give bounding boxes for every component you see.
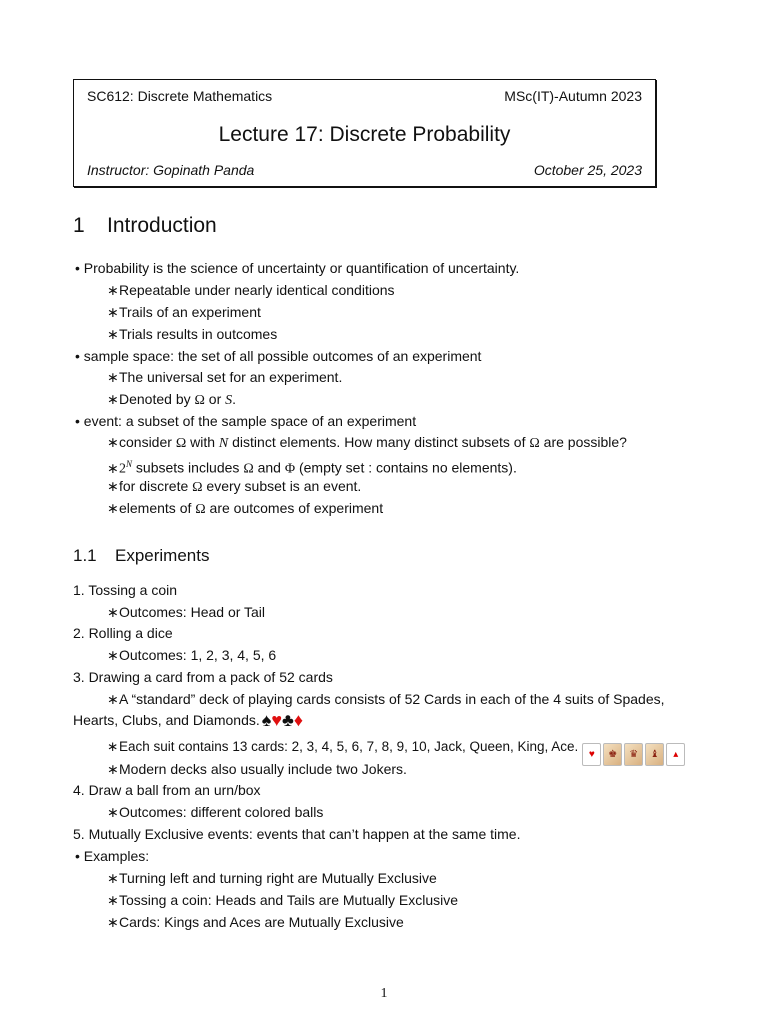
course-name: SC612: Discrete Mathematics [87, 88, 273, 104]
star-marker: ∗ [107, 761, 119, 777]
sub-item-text: Modern decks also usually include two Jokers. [119, 761, 407, 777]
bullet-sample-space: • sample space: the set of all possible outcomes of an experiment [75, 348, 482, 364]
bullet-probability: • Probability is the science of uncertainty or quantification of uncertainty. [75, 260, 520, 276]
sub-item [107, 760, 407, 778]
experiment-item: 5. Mutually Exclusive events: events that can’t happen at the same time. [73, 826, 521, 842]
sub-item [107, 690, 665, 708]
star-marker: ∗ [107, 459, 119, 476]
text: consider [119, 434, 176, 450]
sub-item [107, 913, 404, 931]
sub-item-text: Repeatable under nearly identical conditions [119, 282, 395, 298]
star-marker: ∗ [107, 739, 119, 754]
omega-symbol: Ω [175, 436, 187, 451]
sub-item-text: Trails of an experiment [119, 304, 261, 320]
s-symbol: S [225, 393, 233, 408]
text: are outcomes of experiment [205, 500, 384, 516]
omega-symbol: Ω [243, 461, 254, 477]
section-heading-introduction [73, 214, 217, 238]
star-marker: ∗ [107, 304, 119, 320]
sub-item [107, 603, 265, 621]
sub-item [107, 433, 627, 453]
omega-symbol: Ω [195, 502, 206, 517]
experiment-item: 2. Rolling a dice [73, 625, 173, 641]
bullet-event: • event: a subset of the sample space of an experiment [75, 413, 417, 429]
sub-item-text: A “standard” deck of playing cards consists of 52 Cards in each of the 4 suits of Spades, [119, 691, 665, 707]
star-marker: ∗ [107, 282, 119, 298]
phi-symbol: Φ [284, 461, 296, 477]
text: and [253, 459, 285, 476]
lecture-header-box [73, 79, 656, 187]
sub-item-text: Each suit contains 13 cards: 2, 3, 4, 5, 6, 7, 8, 9, 10, Jack, Queen, King, Ace. [119, 739, 579, 754]
subsection-heading-experiments [73, 546, 209, 566]
star-marker: ∗ [107, 691, 119, 707]
text: Denoted by [119, 391, 195, 407]
subsection-number: 1.1 [73, 546, 97, 565]
star-marker: ∗ [107, 326, 119, 342]
star-marker: ∗ [107, 870, 119, 886]
n-superscript: N [126, 459, 133, 469]
sub-item [107, 368, 342, 386]
text: or [204, 391, 226, 407]
sub-item [107, 803, 323, 821]
star-marker: ∗ [107, 647, 119, 663]
sub-item-text: Outcomes: different colored balls [119, 804, 324, 820]
star-marker: ∗ [107, 369, 119, 385]
sub-item [107, 325, 277, 343]
section-title: Introduction [107, 214, 217, 237]
text: with [186, 434, 219, 450]
section-number: 1 [73, 214, 85, 237]
playing-cards-image [582, 743, 687, 766]
text: elements of [119, 500, 196, 516]
playing-card-icon: ♚ [603, 743, 622, 766]
text: for discrete [119, 478, 193, 494]
star-marker: ∗ [107, 914, 119, 930]
sub-item-text: Outcomes: 1, 2, 3, 4, 5, 6 [119, 647, 277, 663]
two-symbol: 2 [119, 461, 126, 477]
sub-item-text: Trials results in outcomes [119, 326, 278, 342]
star-marker: ∗ [107, 500, 119, 516]
playing-card-icon: ♥ [582, 743, 601, 766]
heart-icon: ♥ [271, 710, 283, 730]
sub-item-text: The universal set for an experiment. [119, 369, 343, 385]
sub-item [107, 455, 517, 479]
sub-item [107, 303, 261, 321]
n-symbol: N [218, 436, 229, 451]
star-marker: ∗ [107, 604, 119, 620]
star-marker: ∗ [107, 804, 119, 820]
playing-card-icon: ▴ [666, 743, 685, 766]
bullet-examples: • Examples: [75, 848, 150, 864]
card-suits [262, 711, 303, 729]
experiment-item: 4. Draw a ball from an urn/box [73, 782, 261, 798]
star-marker: ∗ [107, 434, 119, 450]
text: (empty set : contains no elements). [295, 459, 517, 476]
omega-symbol: Ω [192, 480, 203, 495]
subsection-title: Experiments [115, 546, 210, 565]
spade-icon: ♠ [261, 710, 272, 730]
experiment-item: 1. Tossing a coin [73, 582, 178, 598]
sub-item-continuation [73, 711, 303, 729]
sub-item-text: Turning left and turning right are Mutually Exclusive [119, 870, 437, 886]
text: every subset is an event. [202, 478, 362, 494]
playing-card-icon: ♝ [645, 743, 664, 766]
sub-item [107, 281, 395, 299]
page-number: 1 [380, 986, 388, 1001]
lecture-date: October 25, 2023 [533, 162, 642, 178]
sub-item [107, 891, 458, 909]
sub-item-text: Hearts, Clubs, and Diamonds. [73, 712, 260, 728]
experiment-item: 3. Drawing a card from a pack of 52 cards [73, 669, 333, 685]
sub-item-text: Cards: Kings and Aces are Mutually Exclusive [119, 914, 404, 930]
lecture-title: Lecture 17: Discrete Probability [218, 123, 511, 146]
text: subsets includes [132, 459, 244, 476]
text: are possible? [539, 434, 627, 450]
sub-item [107, 477, 361, 497]
playing-card-icon: ♛ [624, 743, 643, 766]
sub-item [107, 869, 437, 887]
program-term: MSc(IT)-Autumn 2023 [504, 88, 642, 104]
diamond-icon: ♦ [293, 710, 304, 730]
instructor: Instructor: Gopinath Panda [87, 162, 255, 178]
omega-symbol: Ω [194, 393, 205, 408]
text: distinct elements. How many distinct subsets of [228, 434, 530, 450]
sub-item [107, 646, 276, 664]
star-marker: ∗ [107, 478, 119, 494]
star-marker: ∗ [107, 892, 119, 908]
omega-symbol: Ω [529, 436, 540, 451]
sub-item [107, 390, 236, 410]
text: . [232, 391, 237, 407]
sub-item [107, 499, 383, 519]
star-marker: ∗ [107, 391, 119, 407]
sub-item-text: Outcomes: Head or Tail [119, 604, 266, 620]
club-icon: ♣ [282, 710, 294, 730]
sub-item-text: Tossing a coin: Heads and Tails are Mutually Exclusive [119, 892, 459, 908]
